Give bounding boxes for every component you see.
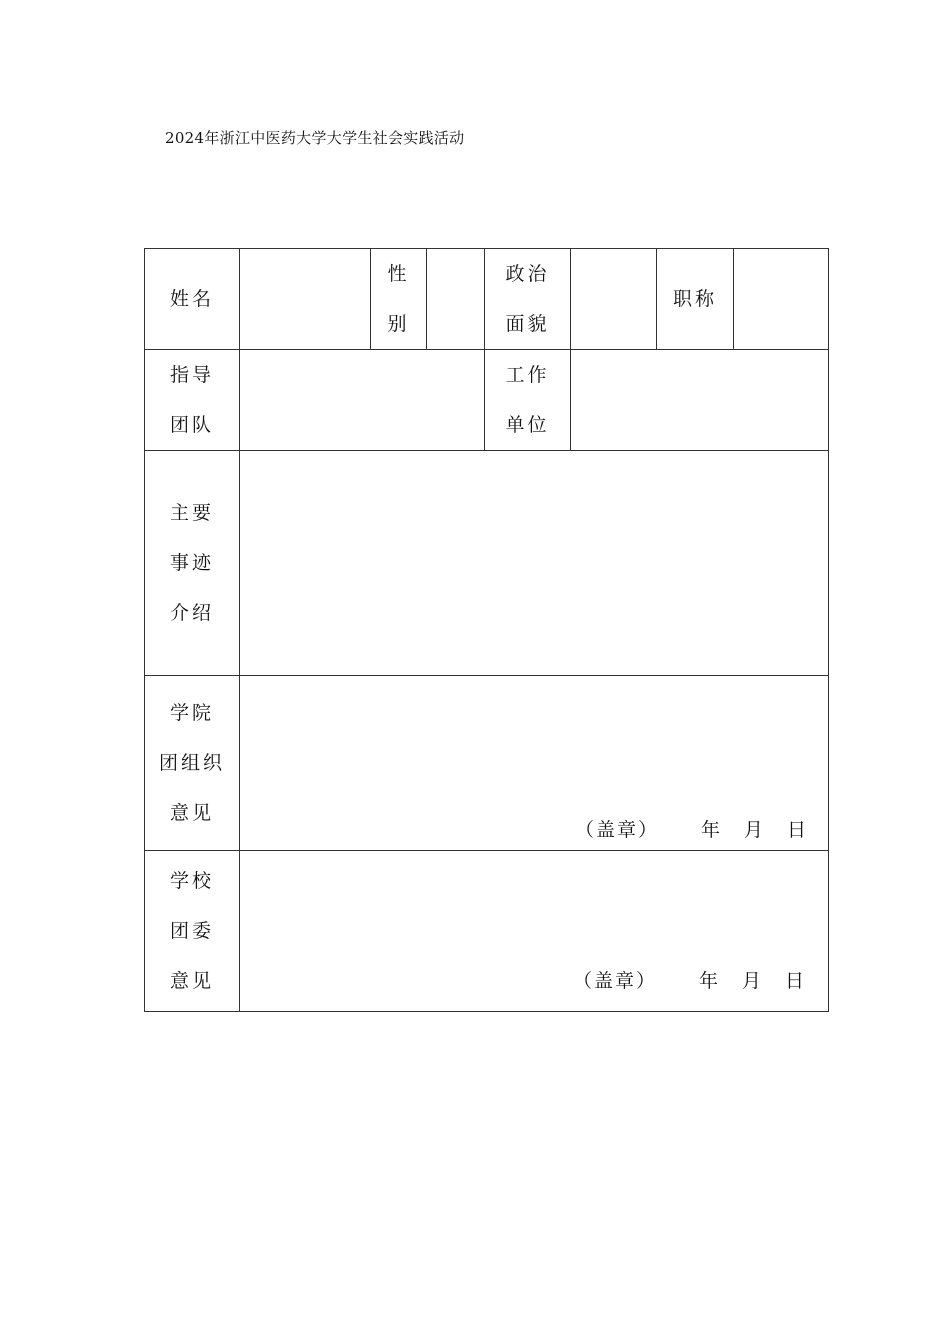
college-month-label: 月 xyxy=(743,819,765,841)
team-label-line-2: 团队 xyxy=(169,414,214,436)
form-row-main-deeds xyxy=(145,451,829,676)
form-row-school-opinion xyxy=(145,851,829,1012)
college-day-label: 日 xyxy=(786,819,808,841)
school-stamp-label: （盖章） xyxy=(572,970,657,992)
deeds-label-line-1: 主要 xyxy=(169,502,214,524)
politics-value-cell[interactable] xyxy=(571,249,657,350)
unit-value-cell[interactable] xyxy=(571,350,829,451)
unit-label-cell xyxy=(485,350,571,451)
title-label: 职称 xyxy=(672,288,717,310)
title-label-cell xyxy=(657,249,734,350)
gender-label-line-1: 性 xyxy=(387,263,410,285)
form-row-college-opinion xyxy=(145,676,829,851)
college-label-line-2: 团组织 xyxy=(158,752,225,774)
college-label-line-1: 学院 xyxy=(169,702,214,724)
politics-label-line-2: 面貌 xyxy=(505,313,550,335)
name-value-cell[interactable] xyxy=(240,249,371,350)
college-label-cell xyxy=(145,676,240,851)
unit-label-line-1: 工作 xyxy=(505,364,550,386)
school-stamp-date-line xyxy=(573,966,806,993)
college-label-line-3: 意见 xyxy=(169,802,214,824)
name-label-cell xyxy=(145,249,240,350)
college-stamp-label: （盖章） xyxy=(574,819,659,841)
unit-label-line-2: 单位 xyxy=(505,414,550,436)
school-month-label: 月 xyxy=(741,970,763,992)
college-year-label: 年 xyxy=(700,819,722,841)
school-opinion-cell[interactable] xyxy=(240,851,829,1012)
deeds-value-cell[interactable] xyxy=(240,451,829,676)
team-label-cell xyxy=(145,350,240,451)
college-opinion-cell[interactable] xyxy=(240,676,829,851)
application-form-table xyxy=(144,248,829,1012)
politics-label-cell xyxy=(485,249,571,350)
team-label-line-1: 指导 xyxy=(169,364,214,386)
school-label-cell xyxy=(145,851,240,1012)
title-value-cell[interactable] xyxy=(734,249,829,350)
school-day-label: 日 xyxy=(784,970,806,992)
deeds-label-cell xyxy=(145,451,240,676)
school-label-line-1: 学校 xyxy=(169,870,214,892)
gender-value-cell[interactable] xyxy=(427,249,485,350)
gender-label-cell xyxy=(371,249,427,350)
form-row-basic-info xyxy=(145,249,829,350)
deeds-label-line-3: 介绍 xyxy=(169,602,214,624)
form-row-team-unit xyxy=(145,350,829,451)
document-title: 2024年浙江中医药大学大学生社会实践活动 xyxy=(165,129,465,147)
gender-label-line-2: 别 xyxy=(387,313,410,335)
deeds-label-line-2: 事迹 xyxy=(169,552,214,574)
politics-label-line-1: 政治 xyxy=(505,263,550,285)
school-label-line-2: 团委 xyxy=(169,920,214,942)
school-label-line-3: 意见 xyxy=(169,970,214,992)
college-stamp-date-line xyxy=(575,815,808,842)
school-year-label: 年 xyxy=(698,970,720,992)
team-value-cell[interactable] xyxy=(240,350,485,451)
name-label: 姓名 xyxy=(169,288,214,310)
